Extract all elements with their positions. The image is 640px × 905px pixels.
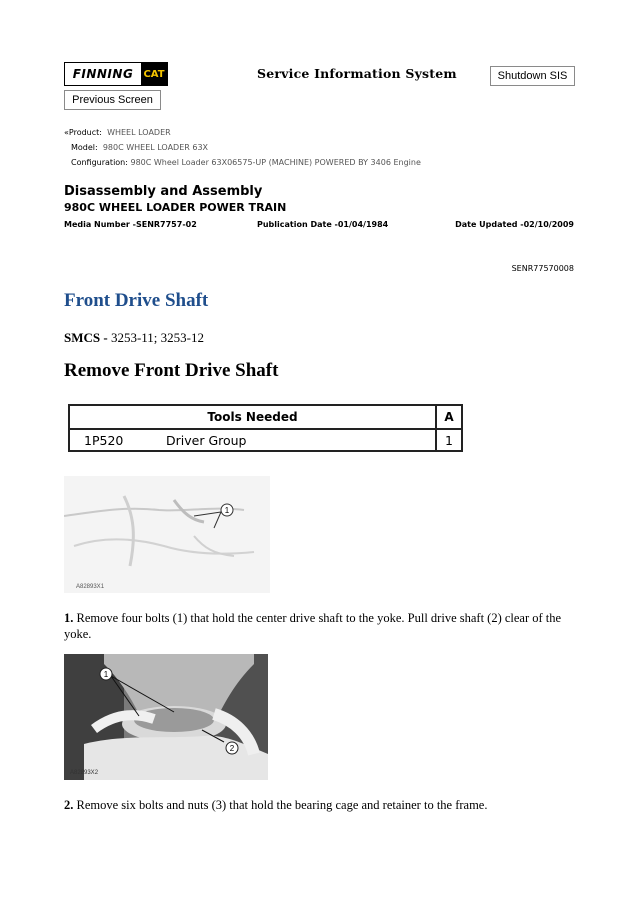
figure-2-caption: A82893X2 [70,770,99,776]
step-1-number: 1. [64,611,74,625]
figure-1-caption: A82893X1 [76,584,105,590]
date-updated: Date Updated -02/10/2009 [455,220,574,229]
figure-1-callout-1: 1 [224,506,230,515]
sis-title: Service Information System [257,66,457,81]
product-label: Product: [68,128,102,137]
tools-table-row [70,429,461,451]
publication-date: Publication Date -01/04/1984 [257,220,389,229]
section-title: Remove Front Drive Shaft [64,360,279,381]
figure-1-photo [64,476,270,593]
tools-header-col-a: A [435,406,461,428]
configuration-label: Configuration: [71,158,128,167]
tools-needed-table [68,404,463,452]
document-subheading: 980C WHEEL LOADER POWER TRAIN [64,201,287,214]
shutdown-sis-button[interactable]: Shutdown SIS [490,66,575,86]
finning-logo-text: FINNING [65,63,141,85]
model-line [71,143,208,152]
model-value: 980C WHEEL LOADER 63X [102,143,209,152]
tool-part-number: 1P520 [84,432,124,448]
tools-header-title: Tools Needed [207,410,298,424]
tools-table-header [70,406,461,430]
figure-1-drawing [64,476,270,593]
step-2 [64,797,576,813]
configuration-line [71,158,421,167]
figure-2-callout-2: 2 [229,744,235,753]
step-1-text: Remove four bolts (1) that hold the center drive shaft to the yoke. Pull drive shaft (2) clear of the yoke. [64,611,562,641]
document-id: SENR77570008 [511,264,574,273]
tool-quantity: 1 [435,429,461,451]
collapse-arrow-icon[interactable]: « [64,128,69,137]
figure-2-photo [64,654,268,780]
product-value: WHEEL LOADER [107,128,171,137]
step-2-number: 2. [64,798,74,812]
model-label: Model: [71,143,98,152]
previous-screen-button[interactable]: Previous Screen [64,90,161,110]
step-2-text: Remove six bolts and nuts (3) that hold the bearing cage and retainer to the frame. [76,798,488,812]
step-1 [64,610,576,642]
page-title: Front Drive Shaft [64,290,209,311]
smcs-label: SMCS - [64,330,108,345]
configuration-value: 980C Wheel Loader 63X06575-UP (MACHINE) POWERED BY 3406 Engine [130,158,421,167]
document-heading: Disassembly and Assembly [64,184,263,199]
figure-2-drawing [64,654,268,780]
tool-description: Driver Group [166,432,247,448]
finning-cat-logo [64,62,168,86]
smcs-value: 3253-11; 3253-12 [110,330,204,345]
figure-2-callout-1: 1 [103,670,109,679]
media-number: Media Number -SENR7757-02 [64,220,197,229]
cat-logo-text: CAT [141,63,167,85]
product-line [64,128,171,137]
smcs-line [64,330,204,346]
